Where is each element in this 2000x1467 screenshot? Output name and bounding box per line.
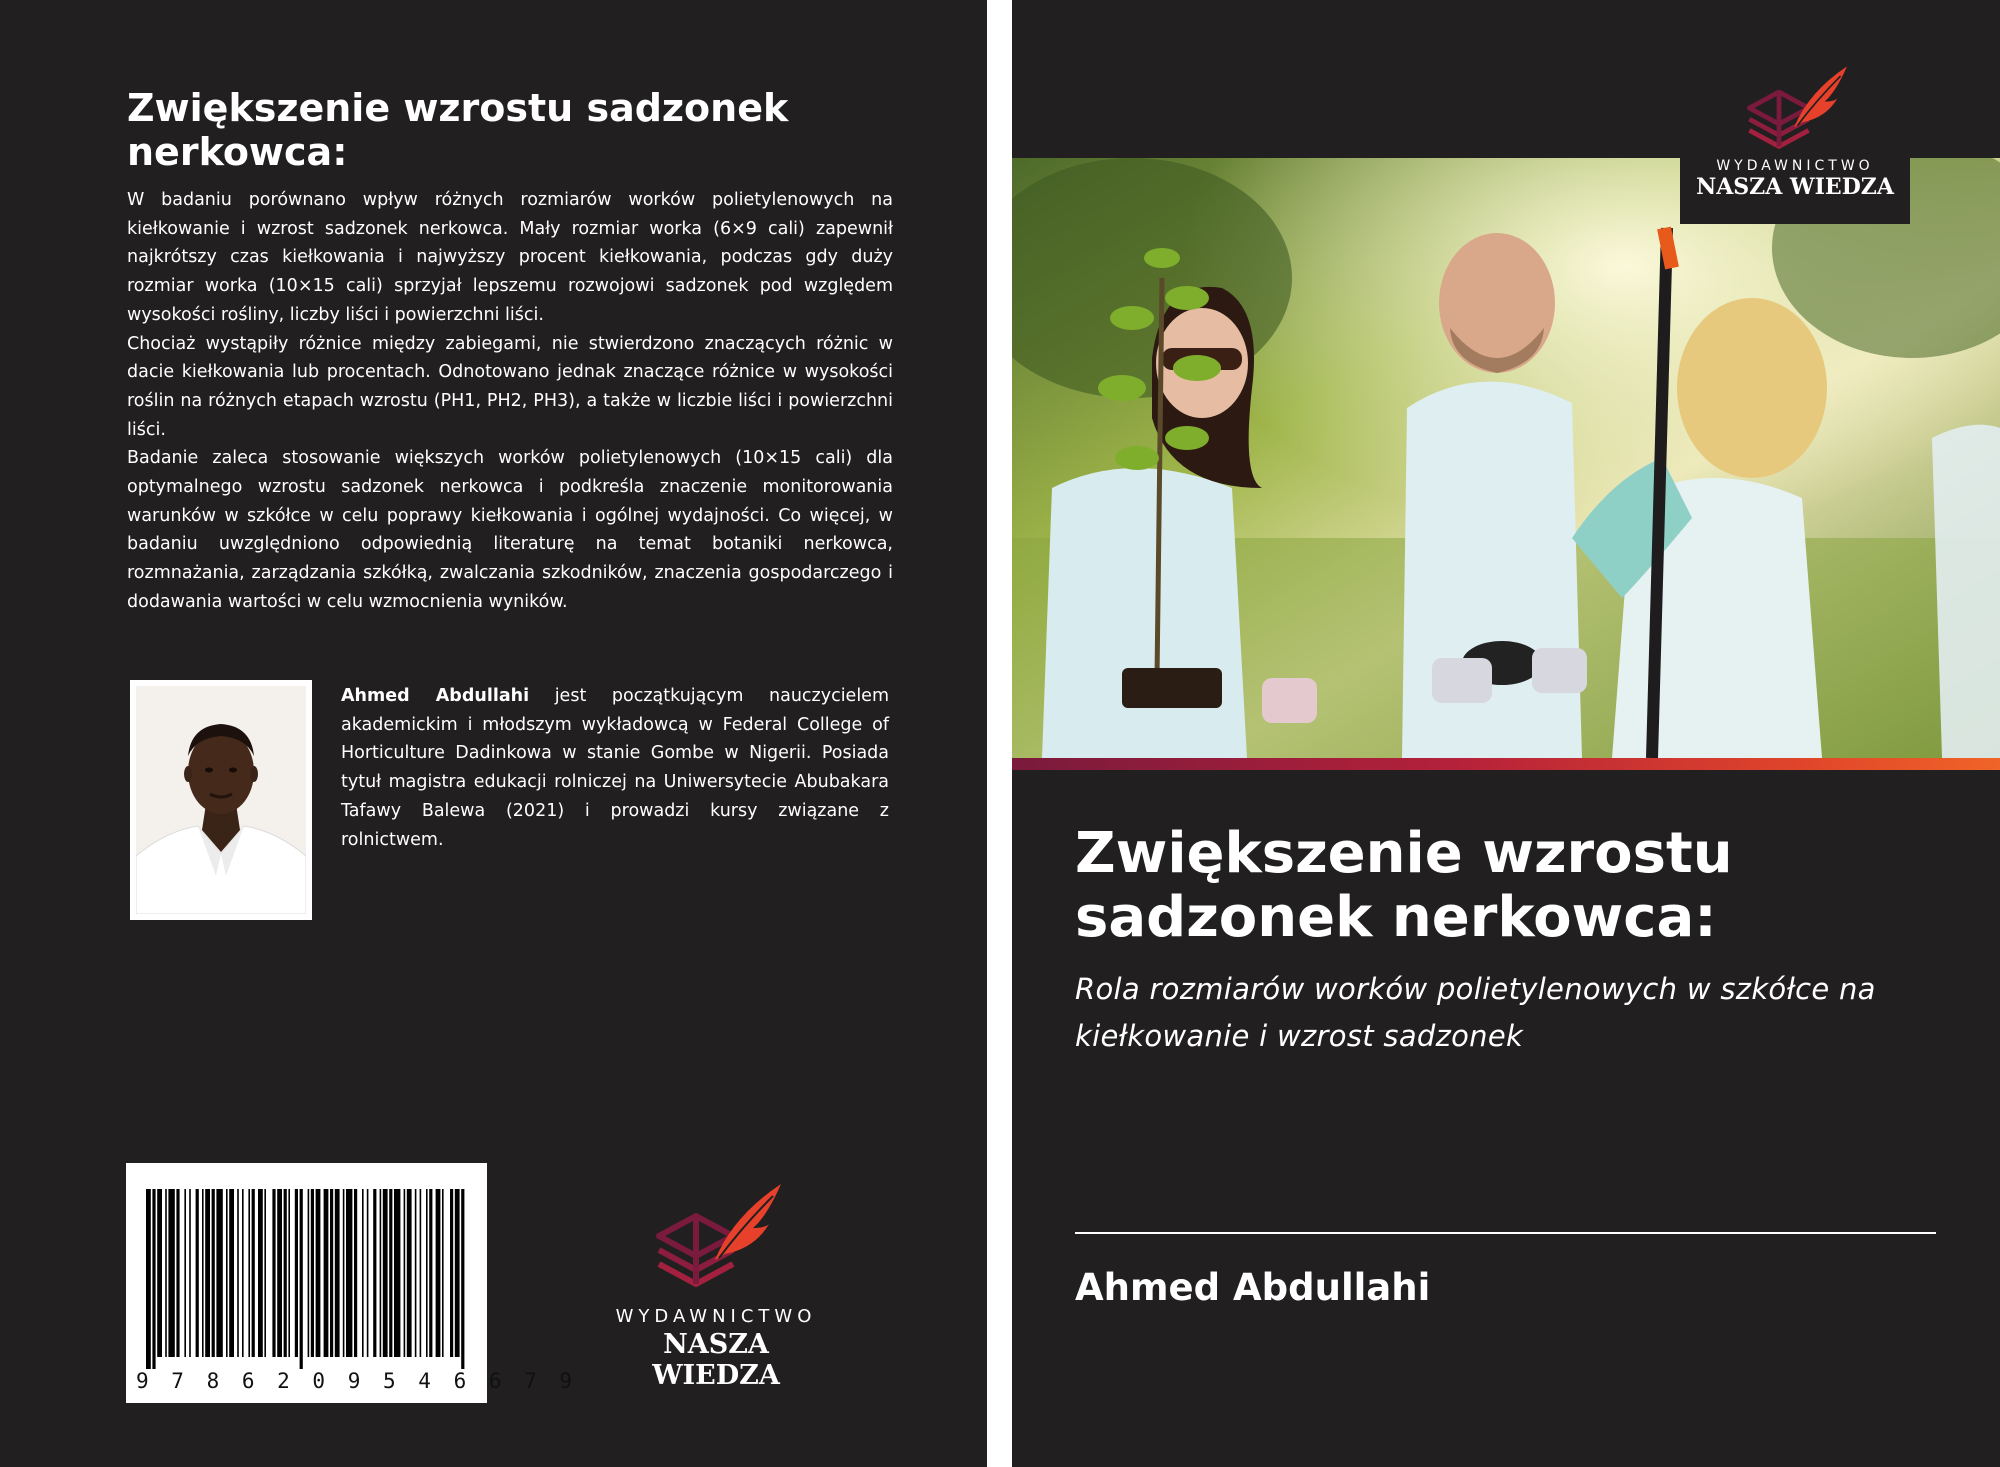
author-portrait-image bbox=[136, 686, 306, 914]
publisher-logo bbox=[596, 1176, 836, 1391]
barcode-bars bbox=[146, 1189, 466, 1369]
barcode-bar bbox=[383, 1189, 388, 1357]
volunteers-planting-image bbox=[1012, 158, 2000, 758]
front-cover bbox=[1012, 0, 2000, 1467]
barcode-bar bbox=[330, 1189, 333, 1357]
barcode-bar bbox=[442, 1189, 444, 1357]
front-cover-subtitle: Rola rozmiarów worków polietylenowych w szkółce na kiełkowanie i wzrost sadzonek bbox=[1075, 972, 1876, 1053]
book-quill-icon bbox=[1735, 60, 1855, 156]
publisher-name-line2: NASZA WIEDZA bbox=[1696, 174, 1894, 200]
barcode-bar bbox=[196, 1189, 199, 1357]
barcode-bar bbox=[272, 1189, 275, 1357]
publisher-name-line2: NASZA WIEDZA bbox=[652, 1329, 780, 1391]
blurb-paragraph: Badanie zaleca stosowanie większych worków polietylenowych (10×15 cali) dla optymalnego wzrostu sadzonek nerkowca i podkreśla znaczenie monitorowania warunków w szkółce w celu poprawy kiełkowania i ogólnej wydajności. Co więcej, w badaniu uwzględniono odpowiednią literaturę na temat botaniki nerkowca, rozmnażania, zarządzania szkółką, zwalczania szkodników, znaczenia gospodarczego i dodawania wartości w celu wzmocnienia wyników. bbox=[127, 448, 893, 612]
barcode-bar bbox=[389, 1189, 392, 1357]
barcode-bar bbox=[436, 1189, 441, 1357]
barcode-bar bbox=[346, 1189, 352, 1357]
barcode-bar bbox=[212, 1189, 215, 1357]
barcode-bar bbox=[380, 1189, 382, 1357]
barcode-bar bbox=[324, 1189, 329, 1357]
barcode-bar bbox=[354, 1189, 357, 1357]
barcode-bar bbox=[237, 1189, 239, 1357]
barcode-bar bbox=[165, 1189, 167, 1357]
author-photo bbox=[130, 680, 312, 920]
front-cover-title: Zwiększenie wzrostu sadzonek nerkowca: bbox=[1075, 821, 1733, 950]
barcode-bar bbox=[295, 1189, 298, 1357]
barcode-bar bbox=[373, 1189, 376, 1357]
barcode-bar bbox=[316, 1189, 321, 1357]
barcode-bar bbox=[216, 1189, 222, 1357]
back-cover bbox=[0, 0, 987, 1467]
blurb-paragraph: Chociaż wystąpiły różnice między zabiegami, nie stwierdzono znaczących różnic w dacie kiełkowania lub procentach. Odnotowano jednak znaczące różnice w wysokości roślin na różnych etapach wzrostu (PH1, PH2, PH3), a także w liczbie liści i powierzchni liści. bbox=[127, 333, 893, 440]
barcode-bar bbox=[157, 1189, 162, 1357]
barcode-bar bbox=[288, 1189, 290, 1357]
barcode-bar bbox=[450, 1189, 453, 1357]
barcode-bar bbox=[394, 1189, 400, 1357]
barcode-bar bbox=[455, 1189, 460, 1357]
barcode-bar bbox=[168, 1189, 174, 1357]
cover-photo bbox=[1012, 158, 2000, 758]
barcode-digits: 9 7 8 6 2 0 9 5 4 6 6 7 9 bbox=[136, 1369, 578, 1393]
barcode-bar bbox=[189, 1189, 191, 1357]
divider bbox=[1075, 1232, 1936, 1234]
barcode-bar bbox=[335, 1189, 340, 1357]
back-cover-blurb bbox=[127, 186, 893, 617]
barcode-bar bbox=[367, 1189, 369, 1357]
back-cover-title: Zwiększenie wzrostu sadzonek nerkowca: bbox=[127, 86, 789, 174]
barcode-bar bbox=[426, 1189, 428, 1357]
publisher-name-line1: WYDAWNICTWO bbox=[1716, 158, 1874, 174]
author-bio-name: Ahmed Abdullahi bbox=[341, 686, 530, 706]
barcode-bar bbox=[184, 1189, 186, 1357]
barcode-bar bbox=[258, 1189, 263, 1357]
barcode-bar bbox=[205, 1189, 210, 1357]
barcode-bar bbox=[311, 1189, 314, 1357]
barcode-bar bbox=[226, 1189, 228, 1357]
barcode-bar bbox=[229, 1189, 234, 1357]
author-bio bbox=[341, 682, 889, 854]
accent-stripe bbox=[1012, 758, 2000, 770]
barcode-bar bbox=[362, 1189, 364, 1357]
barcode-bar bbox=[429, 1189, 432, 1357]
barcode-bar bbox=[343, 1189, 345, 1357]
barcode-bar bbox=[300, 1189, 303, 1369]
publisher-logo-front bbox=[1680, 52, 1910, 224]
barcode-bar bbox=[264, 1189, 266, 1357]
barcode-bar bbox=[202, 1189, 204, 1357]
publisher-name-line1: WYDAWNICTWO bbox=[615, 1306, 817, 1327]
isbn-barcode bbox=[126, 1163, 578, 1403]
barcode-bar bbox=[146, 1189, 151, 1369]
barcode-bar bbox=[407, 1189, 412, 1357]
barcode-bar bbox=[461, 1189, 464, 1369]
front-cover-author: Ahmed Abdullahi bbox=[1075, 1266, 1431, 1309]
barcode-bar bbox=[277, 1189, 282, 1357]
barcode-bar bbox=[176, 1189, 179, 1357]
author-bio-text: jest początkującym nauczycielem akademickim i młodszym wykładowcą w Federal College of Horticulture Dadinkowa w stanie Gombe w Nigerii. Posiada tytuł magistra edukacji rolniczej na Uniwersytecie Abubakara Tafawy Balewa (2021) i prowadzi kursy związane z rolnictwem. bbox=[341, 686, 889, 850]
barcode-bar bbox=[415, 1189, 417, 1357]
barcode-bar bbox=[248, 1189, 250, 1357]
barcode-bar bbox=[284, 1189, 287, 1357]
barcode-bar bbox=[152, 1189, 155, 1369]
barcode-bar bbox=[404, 1189, 406, 1357]
barcode-bar bbox=[242, 1189, 244, 1357]
barcode-bar bbox=[252, 1189, 255, 1357]
barcode-bar bbox=[420, 1189, 422, 1357]
blurb-paragraph: W badaniu porównano wpływ różnych rozmiarów worków polietylenowych na kiełkowanie i wzrost sadzonek nerkowca. Mały rozmiar worka (6×9 cali) zapewnił najkrótszy czas kiełkowania i najwyższy procent kiełkowania, podczas gdy duży rozmiar worka (10×15 cali) sprzyjał lepszemu rozwojowi sadzonek pod względem wysokości rośliny, liczby liści i powierzchni liści. bbox=[127, 190, 893, 325]
book-quill-icon bbox=[641, 1176, 791, 1296]
barcode-bar bbox=[308, 1189, 310, 1357]
